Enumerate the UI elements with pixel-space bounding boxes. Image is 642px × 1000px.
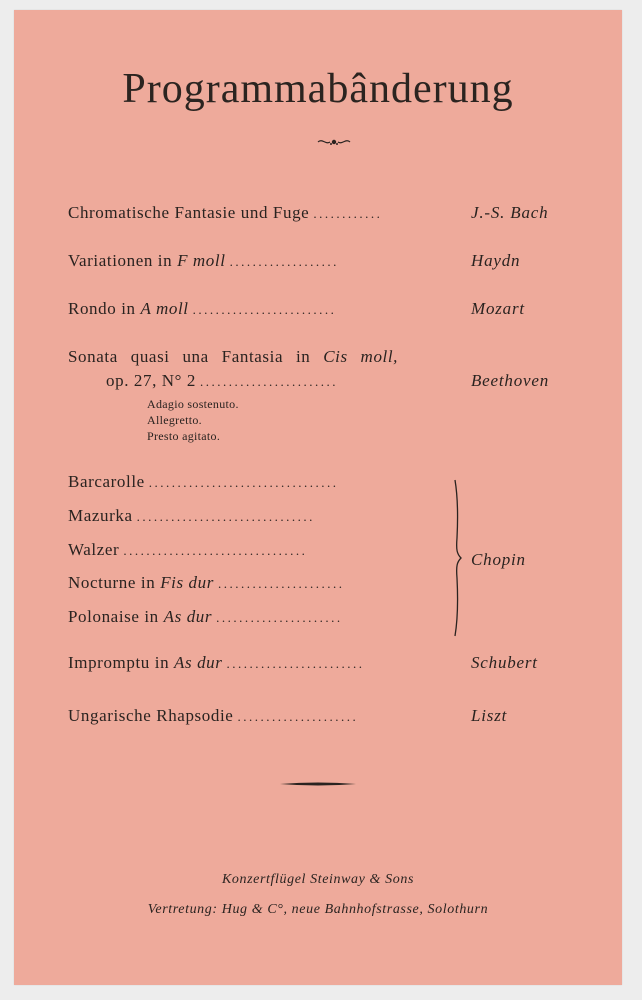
composer-name: J.-S. Bach (471, 203, 549, 222)
program-item-beethoven-line1 (68, 347, 608, 367)
dot-leader: ................................ (123, 543, 308, 558)
work-key: As dur (163, 607, 213, 626)
program-item-chopin-mazurka (68, 506, 608, 526)
work-title: Mazurka (68, 506, 133, 525)
program-item-schubert (68, 653, 608, 673)
movement: Adagio sostenuto. (147, 397, 239, 411)
divider-rule (280, 782, 356, 786)
work-title: Ungarische Rhapsodie (68, 706, 234, 725)
footer-piano-maker: Konzertflügel Steinway & Sons (221, 872, 414, 887)
work-title: Impromptu in (68, 653, 175, 672)
composer-name: Schubert (471, 653, 538, 672)
work-key: As dur (174, 653, 223, 672)
work-title: Sonata quasi una Fantasia in (68, 347, 324, 366)
page-title: Programmabânderung (122, 66, 514, 112)
program-item-mozart (68, 299, 608, 319)
composer-name: Mozart (471, 299, 525, 318)
footer-representation: Vertretung: Hug & C°, neue Bahnhofstrasse, Solothurn (147, 902, 489, 917)
work-key: F moll (177, 251, 226, 270)
program-item-chopin-walzer (68, 540, 608, 560)
composer-name: Beethoven (471, 371, 549, 390)
dot-leader: ................................. (148, 475, 339, 490)
movement: Presto agitato. (147, 429, 221, 443)
dot-leader: ...................... (217, 576, 345, 591)
curly-brace-icon (452, 478, 466, 638)
dot-leader: ............................... (136, 509, 315, 524)
work-title: Polonaise in (68, 607, 164, 626)
work-key: Cis moll, (323, 347, 399, 366)
opus-number: op. 27, N° 2 (106, 371, 197, 390)
work-title: Nocturne in (68, 573, 161, 592)
program-item-chopin-nocturne (68, 573, 608, 593)
work-key: A moll (140, 299, 189, 318)
program-item-chopin-barcarolle (68, 472, 608, 492)
composer-name: Haydn (471, 251, 521, 270)
dot-leader: ......................... (192, 302, 337, 317)
program-item-haydn (68, 251, 608, 271)
movement: Allegretto. (147, 413, 202, 427)
composer-name-chopin: Chopin (471, 550, 526, 569)
program-item-bach (68, 203, 608, 223)
dot-leader: ........................ (226, 656, 365, 671)
dot-leader: ................... (229, 254, 339, 269)
work-title: Chromatische Fantasie und Fuge (68, 203, 310, 222)
dot-leader: ..................... (237, 709, 359, 724)
work-title: Walzer (68, 540, 120, 559)
work-title: Barcarolle (68, 472, 145, 491)
dot-leader: ........................ (200, 374, 339, 389)
work-title: Variationen in (68, 251, 178, 270)
program-item-beethoven-line2 (106, 371, 608, 391)
dot-leader: ...................... (216, 610, 343, 625)
work-title: Rondo in (68, 299, 141, 318)
program-item-liszt (68, 706, 608, 726)
work-key: Fis dur (160, 573, 214, 592)
composer-name: Liszt (471, 706, 508, 725)
ornament-icon (316, 136, 352, 148)
dot-leader: ............ (313, 206, 383, 221)
program-item-chopin-polonaise (68, 607, 608, 627)
program-sheet (14, 10, 622, 985)
